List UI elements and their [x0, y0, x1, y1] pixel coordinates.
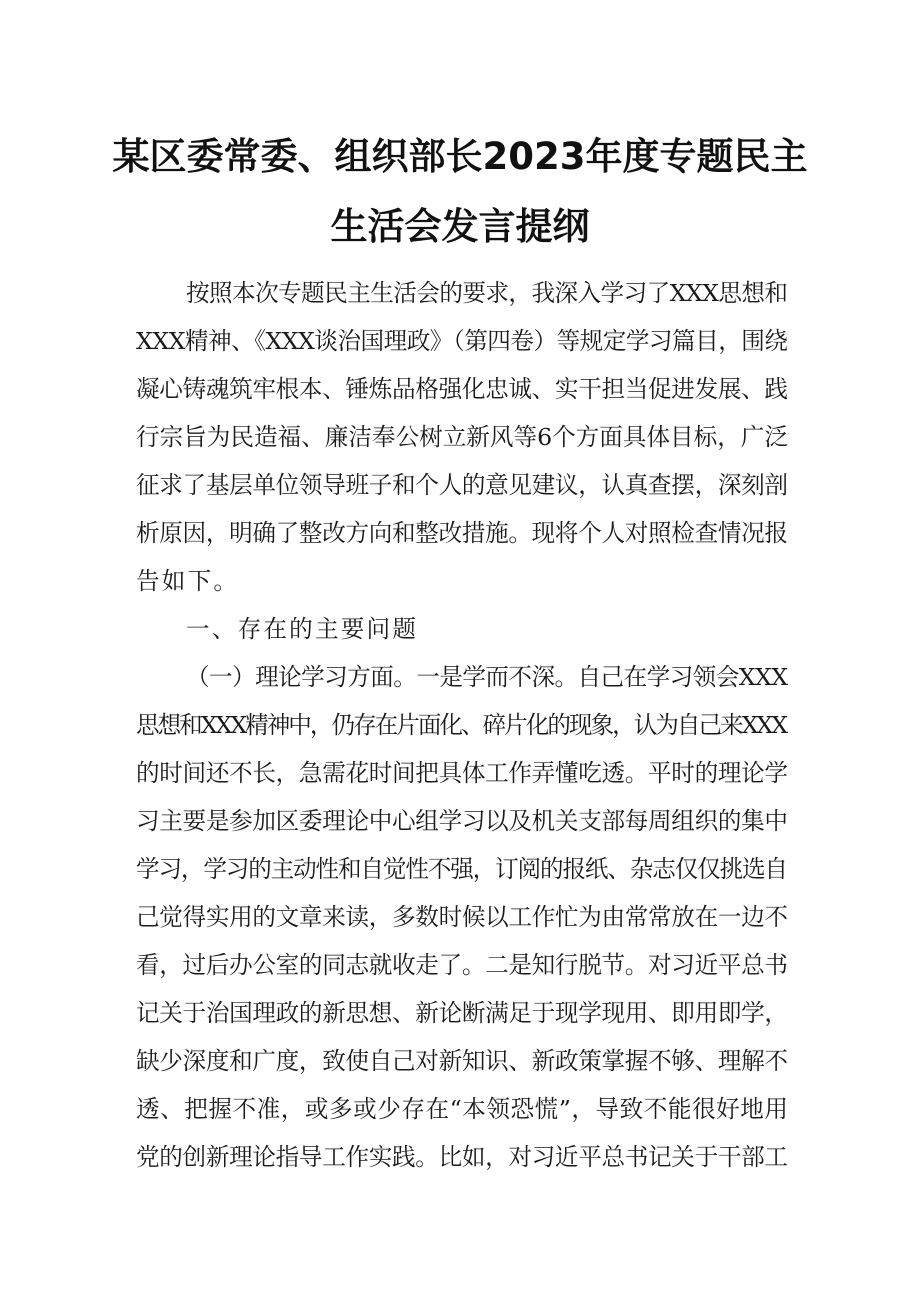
paragraph-line: XXX精神、《XXX谈治国理政》（第四卷）等规定学习篇目，围绕 [136, 327, 788, 355]
paragraph-line: （一）理论学习方面。一是学而不深。自己在学习领会XXX [186, 663, 788, 691]
document-title-line-2: 生活会发言提纲 [330, 205, 590, 248]
paragraph-line: 行宗旨为民造福、廉洁奉公树立新风等6个方面具体目标，广泛 [136, 423, 788, 451]
paragraph-line: 思想和XXX精神中，仍存在片面化、碎片化的现象，认为自己来XXX [136, 711, 786, 739]
paragraph-line: 记关于治国理政的新思想、新论断满足于现学现用、即用即学， [136, 999, 788, 1027]
paragraph-line: 征求了基层单位领导班子和个人的意见建议，认真查摆，深刻剖 [136, 471, 788, 499]
paragraph-line: 习主要是参加区委理论中心组学习以及机关支部每周组织的集中 [136, 807, 788, 835]
paragraph-line: 的时间还不长，急需花时间把具体工作弄懂吃透。平时的理论学 [136, 759, 788, 787]
paragraph-line: 党的创新理论指导工作实践。比如，对习近平总书记关于干部工 [136, 1143, 788, 1171]
paragraph-line: 透、把握不准，或多或少存在“本领恐慌”，导致不能很好地用 [136, 1095, 788, 1123]
paragraph-line: 缺少深度和广度，致使自己对新知识、新政策掌握不够、理解不 [136, 1047, 788, 1075]
paragraph-line: 学习，学习的主动性和自觉性不强，订阅的报纸、杂志仅仅挑选自 [136, 855, 787, 883]
paragraph-line: 析原因，明确了整改方向和整改措施。现将个人对照检查情况报 [136, 519, 788, 547]
paragraph-line: 己觉得实用的文章来读，多数时候以工作忙为由常常放在一边不 [136, 903, 788, 931]
paragraph-line: 告如下。 [136, 567, 240, 595]
paragraph-line: 凝心铸魂筑牢根本、锤炼品格强化忠诚、实干担当促进发展、践 [136, 375, 788, 403]
section-heading: 一、存在的主要问题 [186, 615, 419, 643]
document-title-line-1: 某区委常委、组织部长2023年度专题民主 [112, 135, 808, 178]
paragraph-line: 按照本次专题民主生活会的要求，我深入学习了XXX思想和 [186, 279, 788, 307]
paragraph-line: 看，过后办公室的同志就收走了。二是知行脱节。对习近平总书 [136, 951, 788, 979]
